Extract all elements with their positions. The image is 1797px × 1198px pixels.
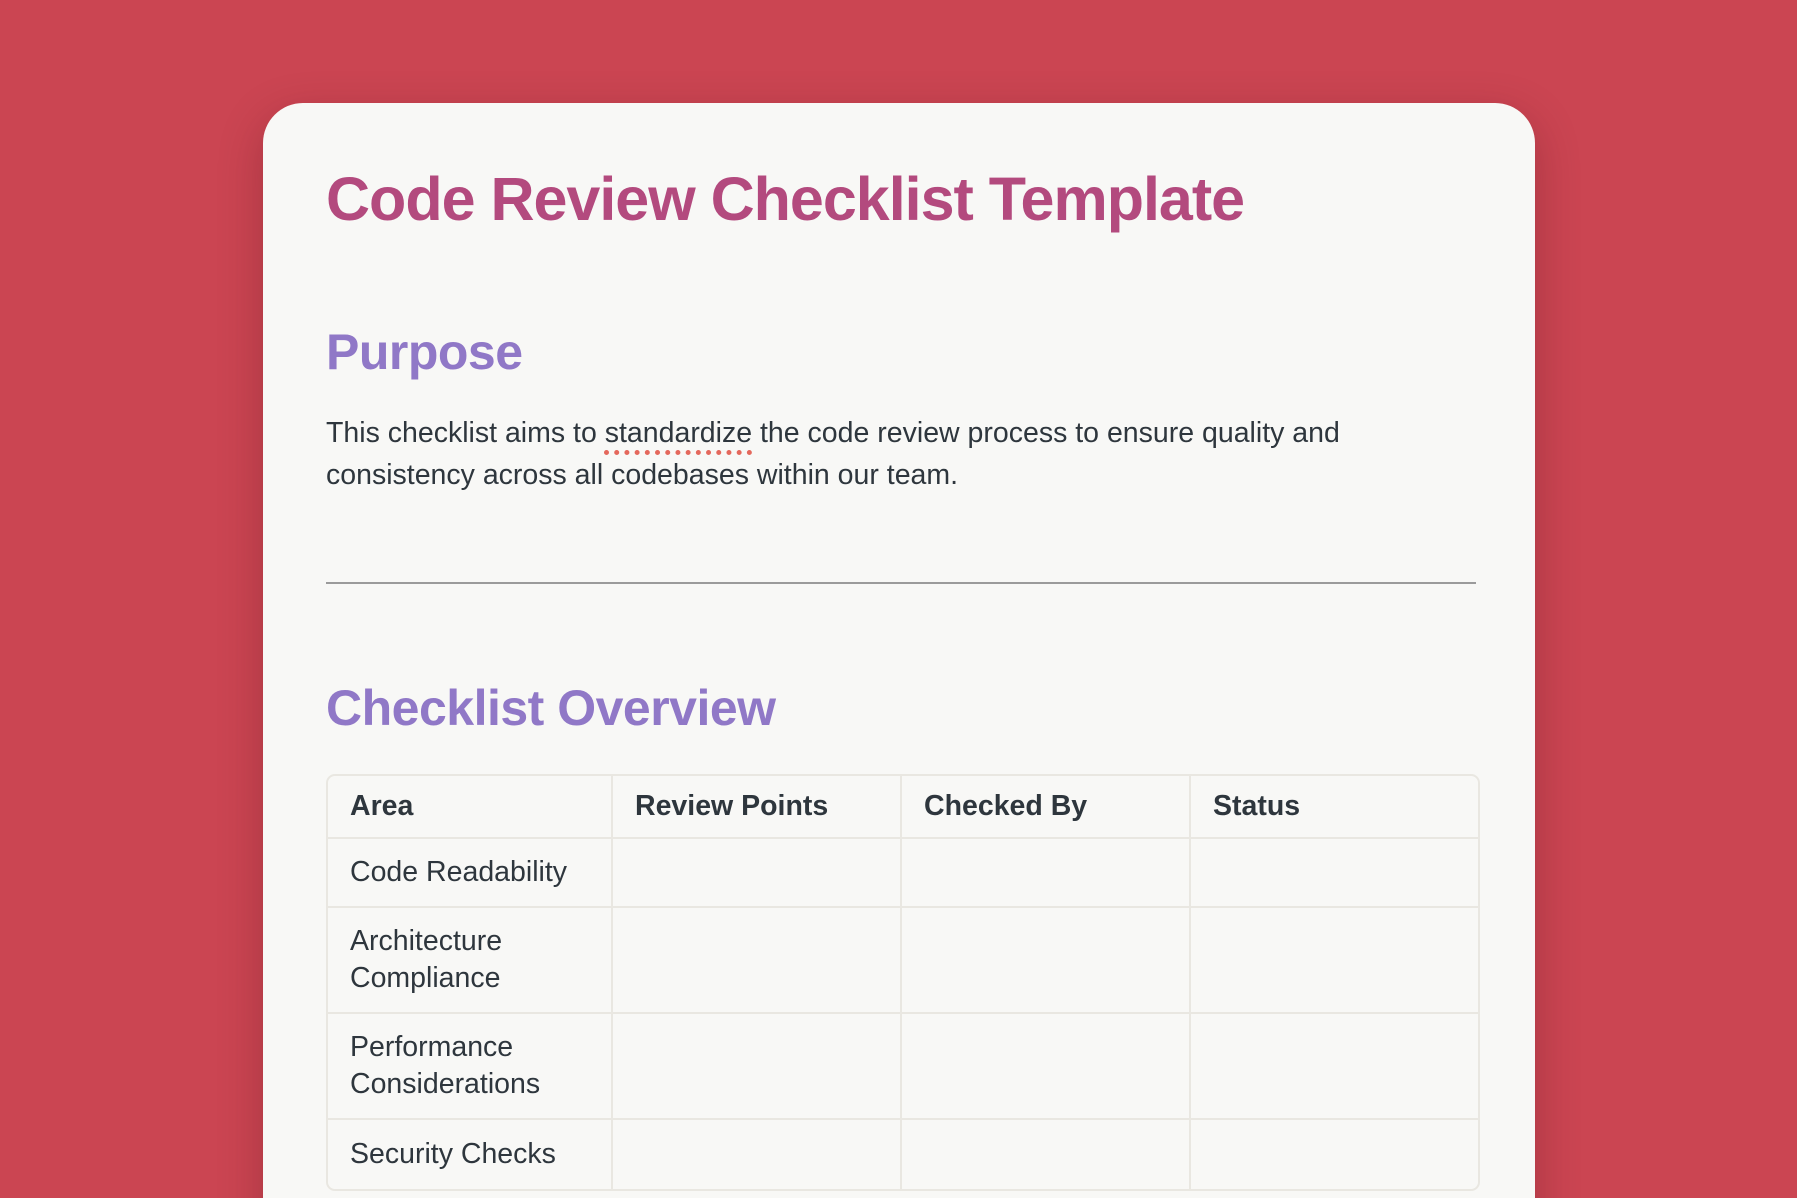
cell-area[interactable]: Security Checks: [328, 1120, 613, 1189]
checklist-table: [326, 774, 1480, 1191]
cell-review-points[interactable]: [613, 908, 902, 1014]
header-cell-review-points[interactable]: Review Points: [613, 776, 902, 839]
cell-area[interactable]: Code Readability: [328, 839, 613, 908]
cell-area[interactable]: Architecture Compliance: [328, 908, 613, 1014]
cell-status[interactable]: [1191, 1120, 1478, 1189]
cell-review-points[interactable]: [613, 1014, 902, 1120]
section-divider: [326, 582, 1476, 584]
document-card: [263, 103, 1535, 1198]
table-row: [328, 1014, 1478, 1120]
cell-status[interactable]: [1191, 908, 1478, 1014]
purpose-heading: Purpose: [326, 324, 523, 381]
spellchecked-word: standardize: [604, 417, 753, 450]
cell-checked-by[interactable]: [902, 839, 1191, 908]
cell-review-points[interactable]: [613, 1120, 902, 1189]
table-row: [328, 1120, 1478, 1189]
page-title: Code Review Checklist Template: [326, 165, 1245, 233]
paragraph-text-before: This checklist aims to: [326, 417, 605, 450]
table-header-row: [328, 776, 1478, 839]
table-row: [328, 908, 1478, 1014]
cell-status[interactable]: [1191, 1014, 1478, 1120]
purpose-paragraph: [326, 412, 1472, 496]
table-row: [328, 839, 1478, 908]
paragraph-text-after: the code review process to ensure quality and consistency across all codebases within our team.: [326, 417, 1340, 492]
cell-status[interactable]: [1191, 839, 1478, 908]
header-cell-checked-by[interactable]: Checked By: [902, 776, 1191, 839]
cell-checked-by[interactable]: [902, 1014, 1191, 1120]
cell-review-points[interactable]: [613, 839, 902, 908]
cell-area[interactable]: Performance Considerations: [328, 1014, 613, 1120]
overview-heading: Checklist Overview: [326, 680, 776, 737]
cell-checked-by[interactable]: [902, 908, 1191, 1014]
cell-checked-by[interactable]: [902, 1120, 1191, 1189]
header-cell-status[interactable]: Status: [1191, 776, 1478, 839]
header-cell-area[interactable]: Area: [328, 776, 613, 839]
